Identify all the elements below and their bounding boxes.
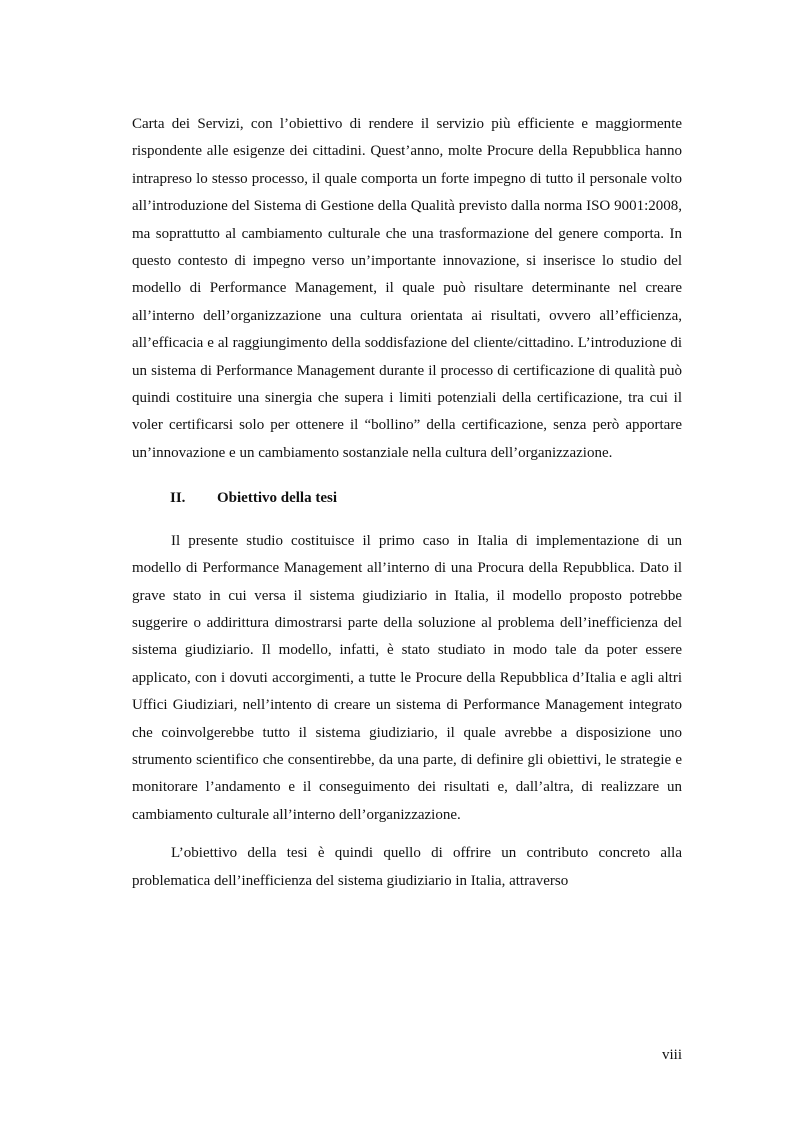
- document-page: [132, 111, 682, 895]
- body-paragraph: Il presente studio costituisce il primo caso in Italia di implementazione di un modello di Performance Management all’interno di una Procura della Repubblica. Dato il grave stato in cui versa il sistema giudiziario in Italia, il modello proposto potrebbe suggerire o addirittura dimostrarsi parte della soluzione al problema dell’inefficienza del sistema giudiziario. Il modello, infatti, è stato studiato in modo tale da poter essere applicato, con i dovuti accorgimenti, a tutte le Procure della Repubblica d’Italia e agli altri Uffici Giudiziari, nell’intento di creare un sistema di Performance Management integrato che coinvolgerebbe tutto il sistema giudiziario, il quale avrebbe a disposizione uno strumento scientifico che consentirebbe, da una parte, di definire gli obiettivi, le strategie e monitorare l’andamento e il conseguimento dei risultati e, dall’altra, di realizzare un cambiamento culturale all’interno dell’organizzazione.: [132, 532, 682, 823]
- body-paragraph: Carta dei Servizi, con l’obiettivo di rendere il servizio più efficiente e maggiormente rispondente alle esigenze dei cittadini. Quest’anno, molte Procure della Repubblica hanno intrapreso lo stesso processo, il quale comporta un forte impegno di tutto il personale volto all’introduzione del Sistema di Gestione della Qualità previsto dalla norma ISO 9001:2008, ma soprattutto al cambiamento culturale che una trasformazione del genere comporta. In questo contesto di impegno verso un’importante innovazione, si inserisce lo studio del modello di Performance Management, il quale può risultare determinante nel creare all’interno dell’organizzazione una cultura orientata ai risultati, ovvero all’efficienza, all’efficacia e al raggiungimento della soddisfazione del cliente/cittadino. L’introduzione di un sistema di Performance Management durante il processo di certificazione di qualità può quindi costituire una sinergia che supera i limiti potenziali della certificazione, tra cui il voler certificarsi solo per ottenere il “bollino” della certificazione, senza però apportare un’innovazione e un cambiamento sostanziale nella cultura dell’organizzazione.: [132, 116, 682, 461]
- page-number: viii: [661, 1047, 682, 1063]
- section-title: Obiettivo della tesi: [217, 490, 337, 507]
- section-number: II.: [170, 490, 186, 507]
- paragraph-gap: [132, 829, 682, 840]
- body-paragraph: L’obiettivo della tesi è quindi quello di offrire un contributo concreto alla problematica dell’inefficienza del sistema giudiziario in Italia, attraverso: [132, 845, 682, 889]
- section-heading: [132, 485, 682, 512]
